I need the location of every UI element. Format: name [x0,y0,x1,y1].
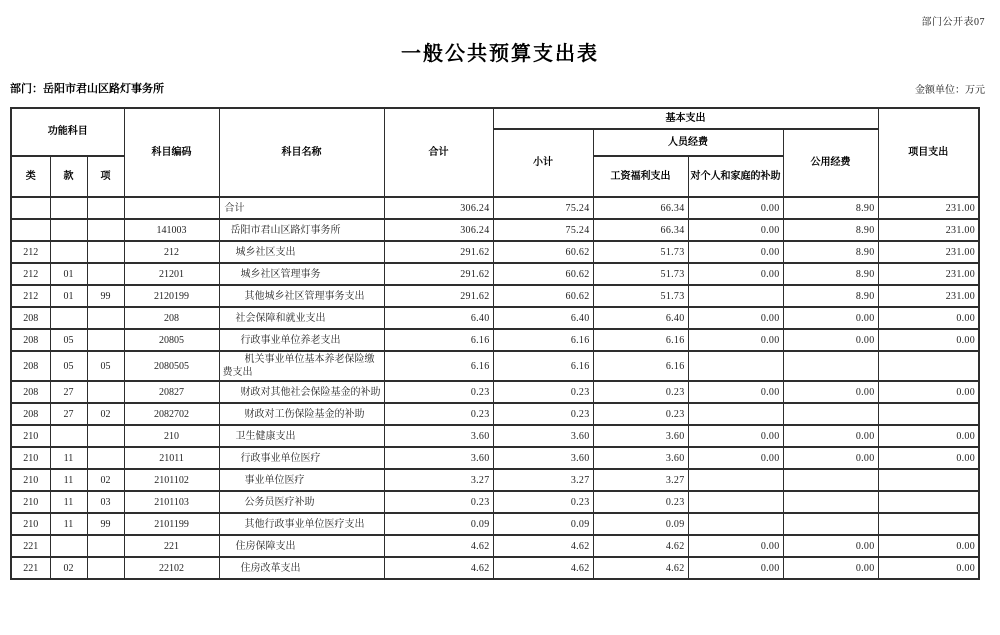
header-personnel: 人员经费 [593,129,783,156]
cell-class: 210 [11,491,50,513]
cell-project: 231.00 [878,219,979,241]
cell-subtotal: 75.24 [493,219,593,241]
cell-project [878,469,979,491]
cell-item [87,329,124,351]
unit-label: 金额单位：万元 [915,85,985,96]
cell-class: 212 [11,241,50,263]
cell-family-subsidy [688,469,783,491]
cell-name: 其他城乡社区管理事务支出 [219,285,384,307]
cell-name: 住房保障支出 [219,535,384,557]
cell-class: 221 [11,557,50,579]
cell-item [87,425,124,447]
cell-public-funds [783,469,878,491]
cell-subtotal: 60.62 [493,285,593,307]
cell-project [878,491,979,513]
table-row [11,535,979,557]
cell-wage-welfare: 66.34 [593,219,688,241]
header-total: 合计 [384,108,493,197]
table-row [11,469,979,491]
page-title: 一般公共预算支出表 [401,43,599,65]
header-basic-expenditure: 基本支出 [493,108,878,129]
cell-family-subsidy [688,351,783,381]
cell-section [50,197,87,219]
cell-public-funds [783,513,878,535]
cell-public-funds: 8.90 [783,197,878,219]
cell-class: 212 [11,285,50,307]
cell-item [87,241,124,263]
cell-wage-welfare: 0.23 [593,403,688,425]
cell-family-subsidy: 0.00 [688,241,783,263]
cell-public-funds: 0.00 [783,425,878,447]
cell-wage-welfare: 6.40 [593,307,688,329]
cell-public-funds: 8.90 [783,219,878,241]
cell-public-funds: 0.00 [783,535,878,557]
cell-wage-welfare: 0.23 [593,381,688,403]
table-row [11,329,979,351]
table-row [11,513,979,535]
cell-public-funds: 0.00 [783,381,878,403]
cell-project: 231.00 [878,285,979,307]
cell-section: 05 [50,351,87,381]
cell-name: 行政事业单位医疗 [219,447,384,469]
cell-item [87,263,124,285]
cell-total: 291.62 [384,241,493,263]
cell-public-funds: 0.00 [783,557,878,579]
cell-public-funds [783,351,878,381]
cell-code: 20827 [124,381,219,403]
cell-name: 社会保障和就业支出 [219,307,384,329]
cell-name: 事业单位医疗 [219,469,384,491]
cell-name: 行政事业单位养老支出 [219,329,384,351]
cell-class: 208 [11,403,50,425]
table-row [11,351,979,381]
cell-subtotal: 75.24 [493,197,593,219]
header-project-expenditure: 项目支出 [878,108,979,197]
cell-public-funds: 8.90 [783,263,878,285]
cell-total: 3.60 [384,425,493,447]
table-row [11,219,979,241]
cell-project: 231.00 [878,241,979,263]
cell-section: 27 [50,403,87,425]
cell-item: 99 [87,513,124,535]
cell-wage-welfare: 6.16 [593,351,688,381]
cell-family-subsidy [688,513,783,535]
cell-project: 0.00 [878,329,979,351]
cell-code: 2101199 [124,513,219,535]
cell-item [87,219,124,241]
cell-code: 210 [124,425,219,447]
table-row [11,197,979,219]
cell-name: 合计 [219,197,384,219]
cell-subtotal: 0.23 [493,381,593,403]
department-label: 部门：岳阳市君山区路灯事务所 [10,83,164,95]
cell-wage-welfare: 4.62 [593,535,688,557]
cell-subtotal: 4.62 [493,557,593,579]
header-public-funds: 公用经费 [783,129,878,197]
cell-family-subsidy [688,285,783,307]
cell-name: 城乡社区支出 [219,241,384,263]
cell-family-subsidy [688,491,783,513]
cell-total: 4.62 [384,535,493,557]
cell-total: 291.62 [384,285,493,307]
cell-total: 6.16 [384,329,493,351]
cell-name: 城乡社区管理事务 [219,263,384,285]
header-func-subject: 功能科目 [11,108,124,156]
cell-project [878,513,979,535]
cell-name: 其他行政事业单位医疗支出 [219,513,384,535]
cell-subtotal: 6.16 [493,329,593,351]
cell-class [11,197,50,219]
cell-wage-welfare: 0.09 [593,513,688,535]
cell-item [87,197,124,219]
cell-public-funds: 8.90 [783,285,878,307]
cell-wage-welfare: 0.23 [593,491,688,513]
cell-family-subsidy: 0.00 [688,557,783,579]
cell-code [124,197,219,219]
cell-project: 0.00 [878,447,979,469]
cell-section [50,535,87,557]
cell-section: 11 [50,447,87,469]
header-item: 项 [87,156,124,197]
table-header [11,108,979,197]
cell-total: 3.27 [384,469,493,491]
table-row [11,263,979,285]
cell-code: 2080505 [124,351,219,381]
cell-item: 99 [87,285,124,307]
cell-public-funds [783,403,878,425]
cell-section: 11 [50,469,87,491]
cell-item: 02 [87,403,124,425]
cell-code: 2082702 [124,403,219,425]
cell-project: 0.00 [878,535,979,557]
header-name: 科目名称 [219,108,384,197]
cell-subtotal: 3.60 [493,425,593,447]
cell-project: 0.00 [878,381,979,403]
cell-name: 卫生健康支出 [219,425,384,447]
cell-section [50,219,87,241]
cell-code: 212 [124,241,219,263]
cell-class: 208 [11,307,50,329]
cell-section [50,425,87,447]
cell-class: 210 [11,447,50,469]
cell-project: 231.00 [878,197,979,219]
cell-subtotal: 60.62 [493,241,593,263]
table-row [11,425,979,447]
cell-code: 141003 [124,219,219,241]
cell-family-subsidy: 0.00 [688,307,783,329]
cell-total: 6.16 [384,351,493,381]
cell-project: 0.00 [878,307,979,329]
cell-project [878,403,979,425]
cell-family-subsidy: 0.00 [688,425,783,447]
cell-code: 20805 [124,329,219,351]
budget-table [10,107,980,580]
cell-wage-welfare: 3.27 [593,469,688,491]
cell-family-subsidy [688,403,783,425]
cell-total: 291.62 [384,263,493,285]
cell-name: 财政对工伤保险基金的补助 [219,403,384,425]
cell-wage-welfare: 51.73 [593,285,688,307]
cell-public-funds: 8.90 [783,241,878,263]
cell-wage-welfare: 51.73 [593,241,688,263]
cell-project: 231.00 [878,263,979,285]
cell-wage-welfare: 3.60 [593,447,688,469]
cell-total: 3.60 [384,447,493,469]
table-row [11,447,979,469]
header-subtotal: 小计 [493,129,593,197]
table-row [11,307,979,329]
cell-wage-welfare: 4.62 [593,557,688,579]
table-row [11,285,979,307]
cell-code: 21201 [124,263,219,285]
cell-total: 306.24 [384,219,493,241]
cell-section: 02 [50,557,87,579]
table-row [11,491,979,513]
table-body [11,197,979,579]
cell-public-funds: 0.00 [783,307,878,329]
header-wage-welfare: 工资福利支出 [593,156,688,197]
cell-section: 05 [50,329,87,351]
cell-class: 210 [11,513,50,535]
header-class: 类 [11,156,50,197]
cell-family-subsidy: 0.00 [688,329,783,351]
cell-item [87,447,124,469]
cell-section: 27 [50,381,87,403]
header-family-subsidy: 对个人和家庭的补助 [688,156,783,197]
cell-total: 0.23 [384,403,493,425]
cell-total: 6.40 [384,307,493,329]
cell-code: 21011 [124,447,219,469]
cell-total: 0.23 [384,381,493,403]
cell-name: 财政对其他社会保险基金的补助 [219,381,384,403]
cell-wage-welfare: 66.34 [593,197,688,219]
cell-code: 2120199 [124,285,219,307]
cell-class: 208 [11,381,50,403]
cell-family-subsidy: 0.00 [688,197,783,219]
cell-family-subsidy: 0.00 [688,535,783,557]
table-row [11,381,979,403]
cell-class: 208 [11,351,50,381]
cell-total: 0.09 [384,513,493,535]
cell-name: 公务员医疗补助 [219,491,384,513]
cell-family-subsidy: 0.00 [688,219,783,241]
cell-subtotal: 6.40 [493,307,593,329]
cell-section: 01 [50,285,87,307]
cell-subtotal: 3.60 [493,447,593,469]
cell-section [50,307,87,329]
cell-public-funds: 0.00 [783,447,878,469]
cell-item: 03 [87,491,124,513]
cell-section [50,241,87,263]
table-row [11,557,979,579]
header-code: 科目编码 [124,108,219,197]
cell-total: 4.62 [384,557,493,579]
cell-class [11,219,50,241]
cell-class: 210 [11,469,50,491]
cell-item [87,307,124,329]
cell-code: 22102 [124,557,219,579]
cell-subtotal: 3.27 [493,469,593,491]
cell-item [87,535,124,557]
cell-total: 306.24 [384,197,493,219]
cell-item [87,381,124,403]
cell-public-funds [783,491,878,513]
cell-project: 0.00 [878,425,979,447]
cell-class: 221 [11,535,50,557]
cell-section: 11 [50,491,87,513]
cell-subtotal: 6.16 [493,351,593,381]
cell-total: 0.23 [384,491,493,513]
cell-class: 212 [11,263,50,285]
cell-public-funds: 0.00 [783,329,878,351]
cell-code: 221 [124,535,219,557]
cell-wage-welfare: 51.73 [593,263,688,285]
meta-row [10,80,985,96]
cell-family-subsidy: 0.00 [688,263,783,285]
cell-item: 05 [87,351,124,381]
cell-project [878,351,979,381]
cell-subtotal: 60.62 [493,263,593,285]
cell-section: 01 [50,263,87,285]
cell-item [87,557,124,579]
cell-class: 210 [11,425,50,447]
corner-note: 部门公开表07 [921,17,985,28]
table-row [11,241,979,263]
cell-item: 02 [87,469,124,491]
cell-name: 岳阳市君山区路灯事务所 [219,219,384,241]
cell-subtotal: 0.09 [493,513,593,535]
cell-wage-welfare: 3.60 [593,425,688,447]
cell-project: 0.00 [878,557,979,579]
cell-family-subsidy: 0.00 [688,447,783,469]
cell-code: 2101103 [124,491,219,513]
cell-class: 208 [11,329,50,351]
cell-subtotal: 0.23 [493,403,593,425]
cell-name: 住房改革支出 [219,557,384,579]
header-section: 款 [50,156,87,197]
cell-section: 11 [50,513,87,535]
cell-wage-welfare: 6.16 [593,329,688,351]
table-row [11,403,979,425]
cell-code: 208 [124,307,219,329]
cell-family-subsidy: 0.00 [688,381,783,403]
cell-code: 2101102 [124,469,219,491]
cell-name: 机关事业单位基本养老保险缴费支出 [219,351,384,381]
cell-subtotal: 4.62 [493,535,593,557]
cell-subtotal: 0.23 [493,491,593,513]
